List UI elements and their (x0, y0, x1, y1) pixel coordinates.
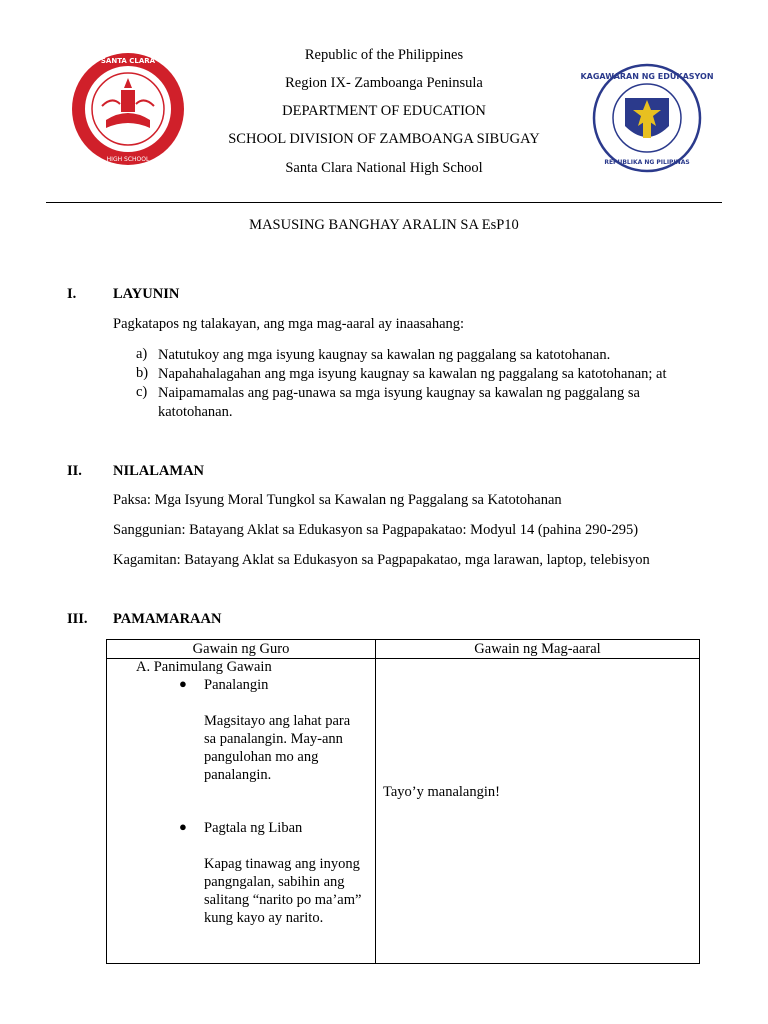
panalangin-instruction: Magsitayo ang lahat para sa panalangin. May-ann pangulohan mo ang panalangin. (204, 713, 351, 783)
column-header-teacher: Gawain ng Guro (107, 640, 376, 659)
svg-text:REPUBLIKA NG PILIPINAS: REPUBLIKA NG PILIPINAS (604, 159, 690, 166)
section-2-number: II. (67, 463, 82, 479)
sanggunian-line: Sanggunian: Batayang Aklat sa Edukasyon sa Pagpapakatao: Modyul 14 (pahina 290-295) (113, 522, 639, 538)
procedure-table (106, 639, 700, 964)
pagtala-instruction: Kapag tinawag ang inyong pangngalan, sabihin ang salitang “narito po ma’am” kung kayo ay narito. (204, 856, 362, 926)
section-2-title: NILALAMAN (113, 463, 205, 479)
objective-text: Natutukoy ang mga isyung kaugnay sa kawalan ng paggalang sa katotohanan. (158, 347, 611, 363)
bullet-icon: ● (179, 676, 187, 691)
svg-text:KAGAWARAN NG EDUKASYON: KAGAWARAN NG EDUKASYON (580, 72, 714, 81)
student-activities-cell (376, 659, 700, 964)
section-1-number: I. (67, 286, 77, 302)
student-response-prayer: Tayo’y manalangin! (383, 784, 500, 800)
paksa-line: Paksa: Mga Isyung Moral Tungkol sa Kawalan ng Paggalang sa Katotohanan (113, 492, 562, 508)
objective-letter: c) (136, 384, 148, 400)
column-header-student: Gawain ng Mag-aaral (376, 640, 700, 659)
bullet-panalangin: Panalangin (204, 677, 269, 693)
bullet-pagtala: Pagtala ng Liban (204, 820, 303, 836)
teacher-activities-cell (107, 659, 376, 964)
objective-letter: b) (136, 365, 149, 381)
header-region: Region IX- Zamboanga Peninsula (285, 75, 483, 91)
document-title: MASUSING BANGHAY ARALIN SA EsP10 (249, 217, 519, 233)
objective-text: Naipamamalas ang pag-unawa sa mga isyung kaugnay sa kawalan ng paggalang sa katotohanan. (158, 385, 640, 420)
section-1-intro: Pagkatapos ng talakayan, ang mga mag-aaral ay inaasahang: (113, 316, 465, 332)
section-1-title: LAYUNIN (113, 286, 180, 302)
objective-text: Napahahalagahan ang mga isyung kaugnay sa kawalan ng paggalang sa katotohanan; at (158, 366, 667, 382)
header-division: SCHOOL DIVISION OF ZAMBOANGA SIBUGAY (228, 131, 540, 147)
section-3-number: III. (67, 611, 88, 627)
svg-text:SANTA CLARA: SANTA CLARA (100, 57, 156, 65)
header-school: Santa Clara National High School (285, 160, 483, 176)
bullet-icon: ● (179, 819, 187, 834)
header-divider (46, 202, 722, 203)
part-a-heading: A. Panimulang Gawain (136, 659, 272, 675)
svg-text:HIGH SCHOOL: HIGH SCHOOL (106, 156, 150, 163)
objective-letter: a) (136, 346, 148, 362)
header-republic: Republic of the Philippines (304, 47, 464, 63)
kagamitan-line: Kagamitan: Batayang Aklat sa Edukasyon sa Pagpapakatao, mga larawan, laptop, telebisyon (113, 552, 650, 568)
header-department: DEPARTMENT OF EDUCATION (282, 103, 486, 119)
section-3-title: PAMAMARAAN (113, 611, 222, 627)
